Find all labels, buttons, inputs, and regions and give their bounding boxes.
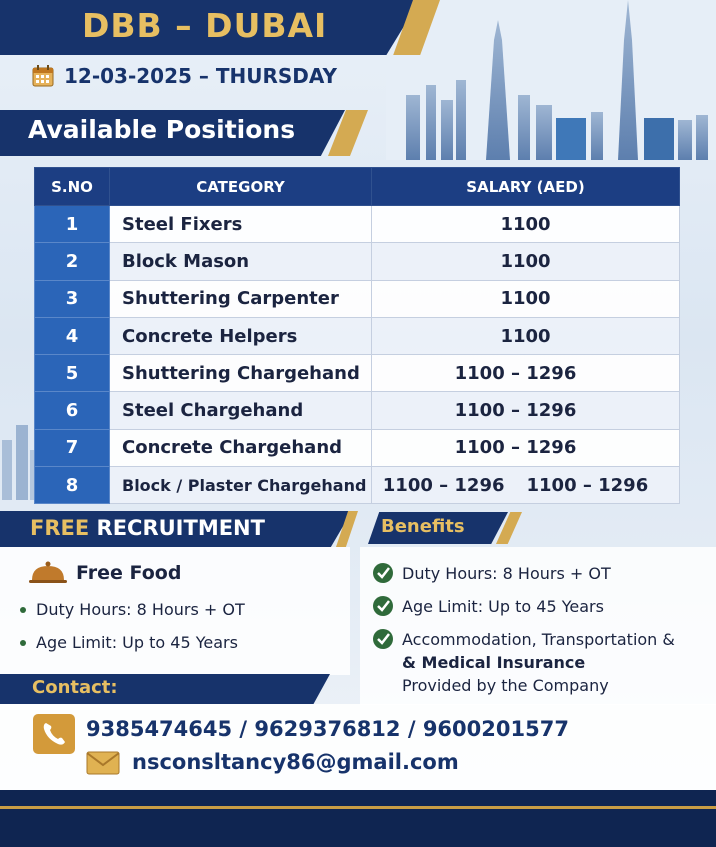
row-category: Steel Fixers [110, 206, 372, 243]
row-category: Steel Chargehand [110, 392, 372, 429]
column-header-category: CATEGORY [110, 168, 372, 206]
footer-band [0, 790, 716, 847]
column-header-salary: SALARY (AED) [372, 168, 680, 206]
benefit-line: Accommodation, Transportation & [402, 630, 675, 649]
row-sno: 4 [35, 317, 110, 354]
row-category: Shuttering Chargehand [110, 355, 372, 392]
row-salary [372, 355, 680, 392]
table-header-row [35, 168, 680, 206]
benefit-item [372, 562, 611, 585]
row-sno: 5 [35, 355, 110, 392]
page-title: DBB – DUBAI [82, 6, 328, 45]
row-salary [372, 467, 680, 504]
check-icon [372, 628, 394, 650]
row-category: Concrete Chargehand [110, 429, 372, 466]
recruitment-bullet-text: Age Limit: Up to 45 Years [36, 633, 238, 652]
table-row [35, 206, 680, 243]
row-sno: 3 [35, 280, 110, 317]
food-cloche-icon [28, 560, 68, 586]
column-header-sno: S.NO [35, 168, 110, 206]
recruitment-rest-word: RECRUITMENT [96, 516, 265, 540]
row-salary: 1100 [372, 243, 680, 280]
row-sno: 2 [35, 243, 110, 280]
bullet-dot-icon [20, 607, 26, 613]
recruitment-free-word: FREE [30, 516, 90, 540]
benefit-line: Provided by the Company [402, 676, 609, 695]
recruitment-bullet [20, 600, 245, 619]
benefits-heading: Benefits [381, 516, 465, 537]
row-salary [372, 392, 680, 429]
date-text: 12-03-2025 – THURSDAY [64, 64, 337, 88]
positions-heading: Available Positions [28, 115, 296, 144]
recruitment-heading [30, 516, 265, 540]
row-category: Shuttering Carpenter [110, 280, 372, 317]
row-salary: 1100 [372, 280, 680, 317]
table-row [35, 467, 680, 504]
table-row [35, 392, 680, 429]
row-salary: 1100 [372, 317, 680, 354]
row-salary: 1100 [372, 206, 680, 243]
phone-icon [33, 714, 75, 754]
mail-icon [86, 751, 120, 775]
table-row [35, 317, 680, 354]
bullet-dot-icon [20, 640, 26, 646]
benefit-line: Duty Hours: 8 Hours + OT [402, 564, 611, 583]
check-icon [372, 595, 394, 617]
benefit-item [372, 628, 675, 697]
salary-range: 1100 – 1296 [454, 362, 577, 384]
dubai-skyline-image [386, 0, 716, 160]
row-sno: 1 [35, 206, 110, 243]
footer-gold-line [0, 806, 716, 809]
row-category: Concrete Helpers [110, 317, 372, 354]
row-salary [372, 429, 680, 466]
email-address[interactable]: nsconsltancy86@gmail.com [132, 750, 459, 774]
recruitment-bullet [20, 633, 238, 652]
row-category: Block / Plaster Chargehand [110, 467, 372, 504]
row-category: Block Mason [110, 243, 372, 280]
positions-table [34, 167, 680, 504]
table-row [35, 355, 680, 392]
row-sno: 6 [35, 392, 110, 429]
check-icon [372, 562, 394, 584]
benefit-item [372, 595, 604, 618]
row-sno: 8 [35, 467, 110, 504]
table-row [35, 280, 680, 317]
date-row [32, 60, 337, 92]
benefit-line: & Medical Insurance [402, 653, 586, 672]
salary-range: 1100 – 1296 [454, 400, 577, 422]
row-sno: 7 [35, 429, 110, 466]
salary-range-extra: 1100 – 1296 [526, 474, 649, 496]
benefit-line: Age Limit: Up to 45 Years [402, 597, 604, 616]
calendar-icon [32, 65, 54, 87]
phone-numbers[interactable]: 9385474645 / 9629376812 / 9600201577 [86, 717, 569, 741]
salary-range: 1100 – 1296 [382, 474, 505, 496]
contact-heading: Contact: [32, 677, 118, 698]
free-food-row [28, 560, 181, 586]
table-row [35, 243, 680, 280]
free-food-label: Free Food [76, 562, 182, 584]
recruitment-bullet-text: Duty Hours: 8 Hours + OT [36, 600, 245, 619]
table-row [35, 429, 680, 466]
salary-range: 1100 – 1296 [454, 437, 577, 459]
